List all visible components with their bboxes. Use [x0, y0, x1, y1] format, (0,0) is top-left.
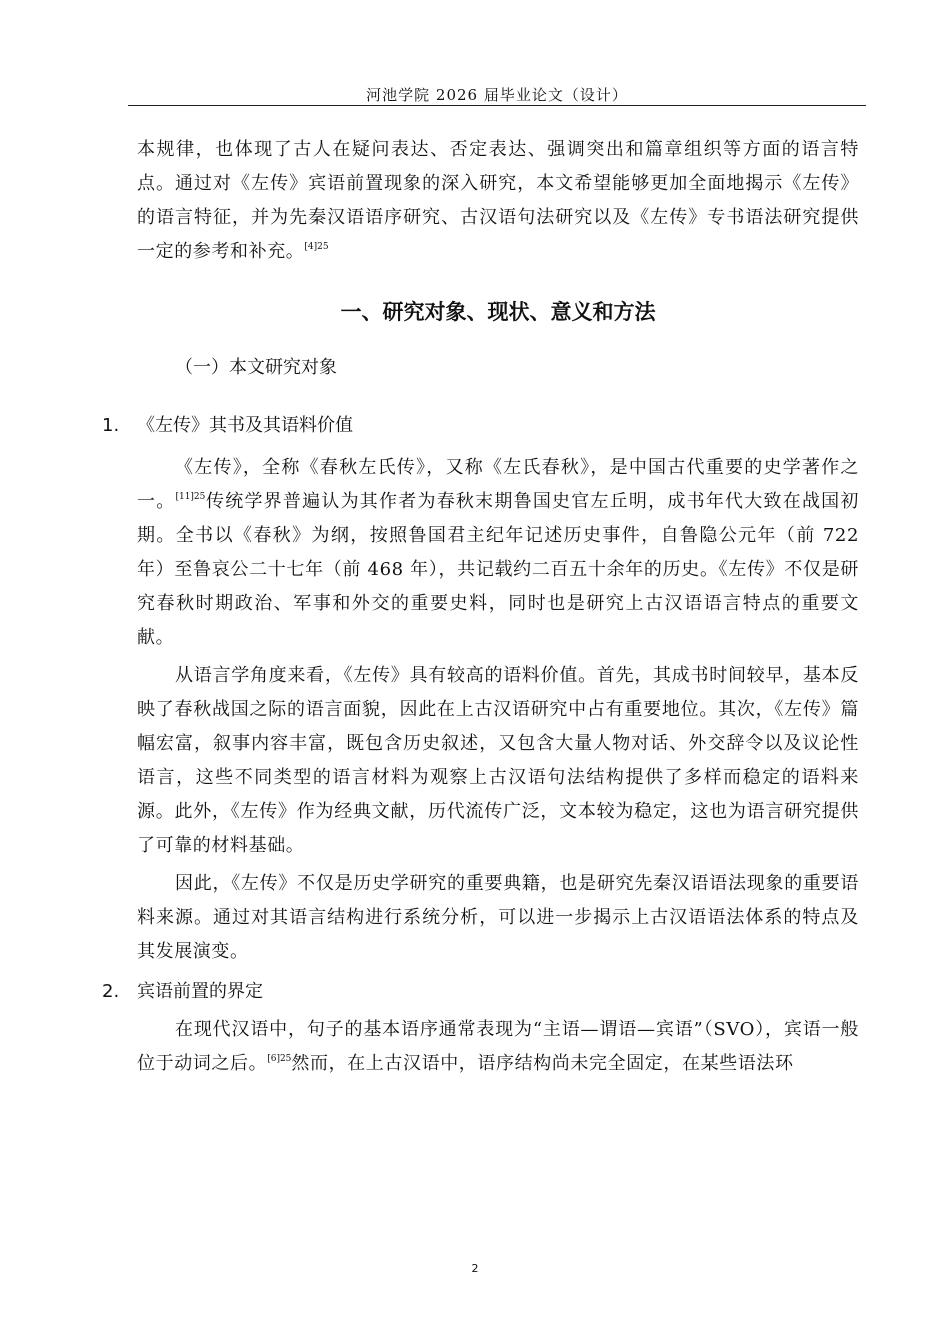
paragraph-conclusion: 因此，《左传》不仅是历史学研究的重要典籍，也是研究先秦汉语语法现象的重要语料来源。通过对其语言结构进行系统分析，可以进一步揭示上古汉语语法体系的特点及其发展演变。 — [137, 873, 859, 962]
page-header: 河池学院 2026 届毕业论文（设计） — [366, 86, 628, 104]
header-rule — [128, 105, 866, 106]
list-item-title: 《左传》其书及其语料价值 — [137, 415, 353, 436]
paragraph-text: 然而，在上古汉语中，语序结构尚未完全固定，在某些语法环 — [291, 1053, 794, 1074]
paragraph-object-preposing — [137, 1013, 859, 1081]
document-body — [102, 133, 859, 1081]
section-title: 一、研究对象、现状、意义和方法 — [340, 300, 656, 324]
page-number: 2 — [471, 1262, 479, 1275]
paragraph-text: 《左传》，全称《春秋左氏传》，又称《左氏春秋》，是中国古代重要的史学著作之一。 — [137, 457, 859, 512]
list-item-1 — [102, 409, 859, 443]
intro-text: 本规律，也体现了古人在疑问表达、否定表达、强调突出和篇章组织等方面的语言特点。通过对《左传》宾语前置现象的深入研究，本文希望能够更加全面地揭示《左传》的语言特征，并为先秦汉语语序研究、古汉语句法研究以及《左传》专书语法研究提供一定的参考和补充。 — [137, 139, 859, 262]
list-item-2 — [102, 975, 859, 1009]
paragraph-text: 传统学界普遍认为其作者为春秋末期鲁国史官左丘明，成书年代大致在战国初期。全书以《春秋》为纲，按照鲁国君主纪年记述历史事件，自鲁隐公元年（前 722 年）至鲁哀公二十七年（前 468 年），共记载约二百五十余年的历史。《左传》不仅是研究春秋时期政治、军事和外交的重要史料，同时也是研究上古汉语语言特点的重要文献。 — [137, 491, 859, 648]
paragraph-zuozhuan-intro — [137, 451, 859, 655]
list-number: 1. — [102, 415, 120, 436]
citation: [6]25 — [267, 1054, 292, 1064]
citation: [4]25 — [304, 242, 329, 252]
citation: [11]25 — [175, 492, 206, 502]
intro-paragraph — [137, 133, 859, 269]
paragraph-linguistic-value: 从语言学角度来看，《左传》具有较高的语料价值。首先，其成书时间较早，基本反映了春秋战国之际的语言面貌，因此在上古汉语研究中占有重要地位。其次，《左传》篇幅宏富，叙事内容丰富，既包含历史叙述，又包含大量人物对话、外交辞令以及议论性语言，这些不同类型的语言材料为观察上古汉语句法结构提供了多样而稳定的语料来源。此外，《左传》作为经典文献，历代流传广泛，文本较为稳定，这也为语言研究提供了可靠的材料基础。 — [137, 665, 859, 856]
paragraph-text: 在现代汉语中，句子的基本语序通常表现为“主语—谓语—宾语”（SVO），宾语一般位于动词之后。 — [137, 1019, 859, 1074]
list-item-title: 宾语前置的界定 — [137, 981, 263, 1002]
list-number: 2. — [102, 981, 120, 1002]
subsection-title: （一）本文研究对象 — [175, 357, 337, 378]
